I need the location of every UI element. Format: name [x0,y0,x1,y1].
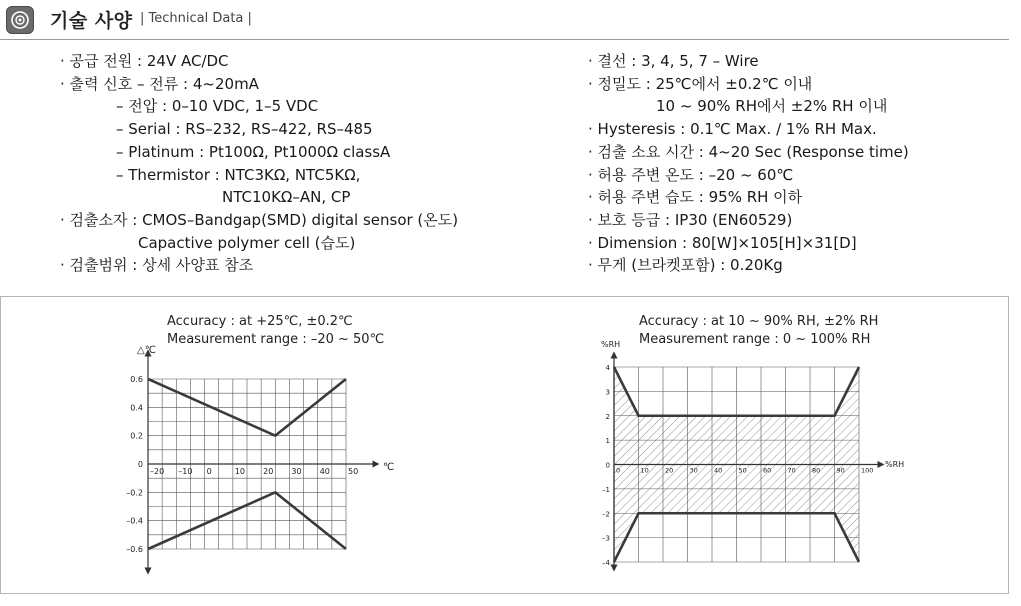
temp-chart-xlabel: ℃ [383,462,395,473]
humidity-accuracy-chart [602,355,881,568]
spec-list-right [588,50,909,277]
x-tick-label: 40 [714,466,723,475]
x-tick-label: 80 [812,466,821,475]
spec-power: · 공급 전원 : 24V AC/DC [60,52,229,70]
x-tick-label: –20 [150,467,165,476]
y-tick-label: –0.2 [126,488,143,498]
spec-output-serial: – Serial : RS–232, RS–422, RS–485 [116,120,373,139]
y-tick-label: 4 [605,364,610,372]
y-tick-label: –1 [602,485,610,494]
rh-chart-xlabel: %RH [885,460,905,469]
temp-chart-ylabel: △℃ [137,345,156,356]
spec-sensor-element-cont: Capactive polymer cell (습도) [138,233,356,252]
y-tick-label: 0 [605,461,610,470]
x-tick-label: 40 [319,467,330,476]
spec-output-thermistor: – Thermistor : NTC3KΩ, NTC5KΩ, [116,165,361,184]
x-tick-label: 90 [836,466,845,475]
spec-protection: · 보호 등급 : IP30 (EN60529) [588,210,793,229]
y-tick-label: –0.4 [126,516,143,526]
y-tick-label: –2 [602,510,610,519]
y-tick-label: 2 [605,412,610,421]
spec-accuracy-cont: 10 ~ 90% RH에서 ±2% RH 이내 [656,97,888,116]
x-tick-label: 100 [861,466,874,475]
rh-chart-range-label: Measurement range : 0 ~ 100% RH [639,332,871,347]
x-tick-label: 60 [763,466,772,475]
spec-output-thermistor-cont: NTC10KΩ–AN, CP [222,188,351,207]
spec-sensor-element: · 검출소자 : CMOS–Bandgap(SMD) digital sensor (온도) [60,210,459,229]
temperature-accuracy-chart [126,353,376,571]
x-tick-label: 20 [263,467,274,476]
page-title: 기술 사양 [50,10,133,32]
y-tick-label: –0.6 [126,545,143,554]
y-tick-label: 3 [605,388,610,397]
spec-list-left [60,50,458,277]
rh-chart-accuracy-label: Accuracy : at 10 ~ 90% RH, ±2% RH [639,314,879,329]
spec-weight: · 무게 (브라켓포함) : 0.20Kg [588,256,783,275]
spec-output-platinum: – Platinum : Pt100Ω, Pt1000Ω classA [116,142,391,161]
header-divider [0,39,1009,40]
accuracy-charts-panel [0,296,1009,594]
spec-output-current: · 출력 신호 – 전류 : 4~20mA [60,74,259,93]
spec-ambient-humidity: · 허용 주변 습도 : 95% RH 이하 [588,188,803,207]
temp-chart-range-label: Measurement range : –20 ~ 50℃ [167,332,385,347]
spec-detection-range: · 검출범위 : 상세 사양표 참조 [60,256,254,275]
x-tick-label: 10 [234,467,246,476]
spec-dimension: · Dimension : 80[W]×105[H]×31[D] [588,233,857,252]
x-tick-label: 50 [348,467,359,476]
x-tick-label: 30 [291,467,302,476]
spec-response-time: · 검출 소요 시간 : 4~20 Sec (Response time) [588,142,909,161]
spec-accuracy: · 정밀도 : 25℃에서 ±0.2℃ 이내 [588,74,813,93]
x-tick-label: –10 [178,467,193,476]
y-tick-label: 0.4 [130,403,143,413]
spec-hysteresis: · Hysteresis : 0.1℃ Max. / 1% RH Max. [588,120,877,139]
y-tick-label: 0.6 [130,375,143,384]
temp-chart-accuracy-label: Accuracy : at +25℃, ±0.2℃ [167,314,353,329]
spec-ambient-temp: · 허용 주변 온도 : –20 ~ 60℃ [588,165,794,184]
rh-chart-ylabel: %RH [601,340,621,349]
x-tick-label: 20 [665,466,674,475]
y-tick-label: –4 [602,559,610,567]
x-tick-label: 0 [616,466,621,475]
y-tick-label: 0 [137,460,143,469]
x-tick-label: 30 [689,466,698,475]
x-tick-label: 10 [640,466,649,475]
page-subtitle: | Technical Data | [140,11,252,26]
spec-output-voltage: – 전압 : 0–10 VDC, 1–5 VDC [116,97,319,116]
x-tick-label: 0 [206,467,212,476]
sensor-badge-icon [6,6,34,34]
section-header [0,0,1009,40]
y-tick-label: 1 [605,437,610,446]
spec-wiring: · 결선 : 3, 4, 5, 7 – Wire [588,52,759,70]
accuracy-charts-svg [1,297,1008,593]
x-tick-label: 50 [738,466,747,475]
x-tick-label: 70 [787,466,796,475]
y-tick-label: –3 [602,534,610,543]
y-tick-label: 0.2 [130,431,143,441]
